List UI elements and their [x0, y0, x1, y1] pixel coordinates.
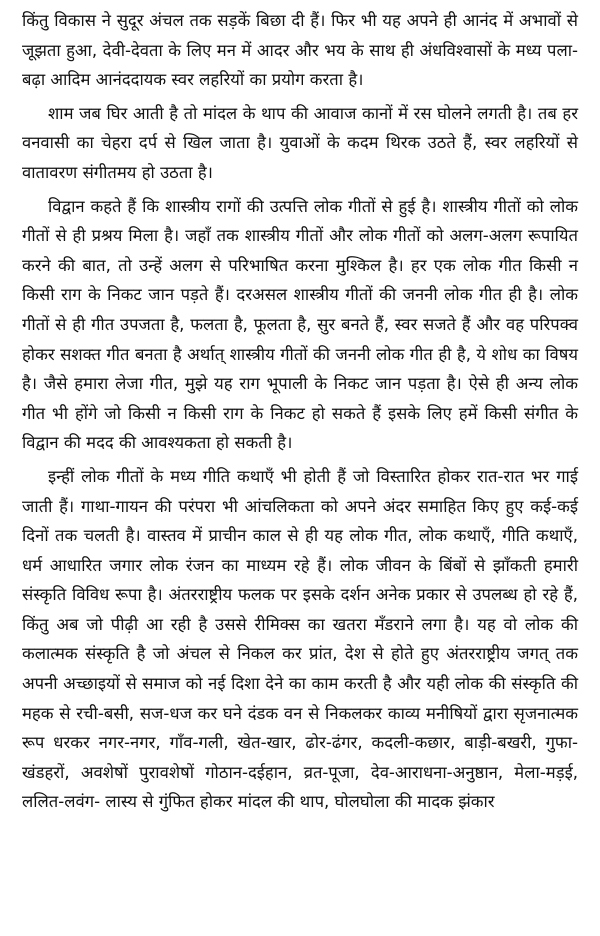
paragraph-1: किंतु विकास ने सुदूर अंचल तक सड़कें बिछा दी हैं। फिर भी यह अपने ही आनंद में अभावों से जूझता हुआ, देवी-देवता के लिए मन में आदर और भय के साथ ही अंधविश्वासों के मध्य पला-बढ़ा आदिम आनंददायक स्वर लहरियों का प्रयोग करता है। — [22, 11, 578, 90]
document-page — [22, 6, 578, 817]
paragraph-4: इन्हीं लोक गीतों के मध्य गीति कथाएँ भी होती हैं जो विस्तारित होकर रात-रात भर गाई जाती हैं। गाथा-गायन की परंपरा भी आंचलिकता को अपने अंदर समाहित किए हुए कई-कई दिनों तक चलती है। वास्तव में प्राचीन काल से ही यह लोक गीत, लोक कथाएँ, गीति कथाएँ, धर्म आधारित जगार लोक रंजन का माध्यम रहे हैं। लोक जीवन के बिंबों से झाँकती हमारी संस्कृति विविध रूपा है। अंतरराष्ट्रीय फलक पर इसके दर्शन अनेक प्रकार से उपलब्ध हो रहे हैं, किंतु अब जो पीढ़ी आ रही है उससे रीमिक्स का खतरा मँडराने लगा है। यह वो लोक की कलात्मक संस्कृति है जो अंचल से निकल कर प्रांत, देश से होते हुए अंतरराष्ट्रीय जगत् तक अपनी अच्छाइयों से समाज को नई दिशा देने का काम करती है और यही लोक की संस्कृति की महक से रची-बसी, सज-धज कर घने दंडक वन से निकलकर काव्य मनीषियों द्वारा सृजनात्मक रूप धरकर नगर-नगर, गाँव-गली, खेत-खार, ढोर-ढंगर, कदली-कछार, बाड़ी-बखरी, गुफा-खंडहरों, अवशेषों पुरावशेषों गोठान-दईहान, व्रत-पूजा, देव-आराधना-अनुष्ठान, मेला-मड़ई, ललित-लवंग- लास्य से गुंफित होकर मांदल की थाप, घोलघोला की मादक झंकार — [22, 466, 578, 812]
paragraph-3: विद्वान कहते हैं कि शास्त्रीय रागों की उत्पत्ति लोक गीतों से हुई है। शास्त्रीय गीतों को लोक गीतों से ही प्रश्रय मिला है। जहाँ तक शास्त्रीय गीतों और लोक गीतों को अलग-अलग रूपायित करने की बात, तो उन्हें अलग से परिभाषित करना मुश्किल है। हर एक लोक गीत किसी न किसी राग के निकट जान पड़ते हैं। दरअसल शास्त्रीय गीतों की जननी लोक गीत ही है। लोक गीतों से ही गीत उपजता है, फलता है, फूलता है, सुर बनते हैं, स्वर सजते हैं और वह परिपक्व होकर सशक्त गीत बनता है अर्थात् शास्त्रीय गीतों की जननी लोक गीत ही है, ये शोध का विषय है। जैसे हमारा लेजा गीत, मुझे यह राग भूपाली के निकट जान पड़ता है। ऐसे ही अन्य लोक गीत भी होंगे जो किसी न किसी राग के निकट हो सकते हैं इसके लिए हमें किसी संगीत के विद्वान की मदद की आवश्यकता हो सकती है। — [22, 196, 578, 453]
paragraph-2: शाम जब घिर आती है तो मांदल के थाप की आवाज कानों में रस घोलने लगती है। तब हर वनवासी का चेहरा दर्प से खिल जाता है। युवाओं के कदम थिरक उठते हैं, स्वर लहरियों से वातावरण संगीतमय हो उठता है। — [22, 103, 578, 182]
